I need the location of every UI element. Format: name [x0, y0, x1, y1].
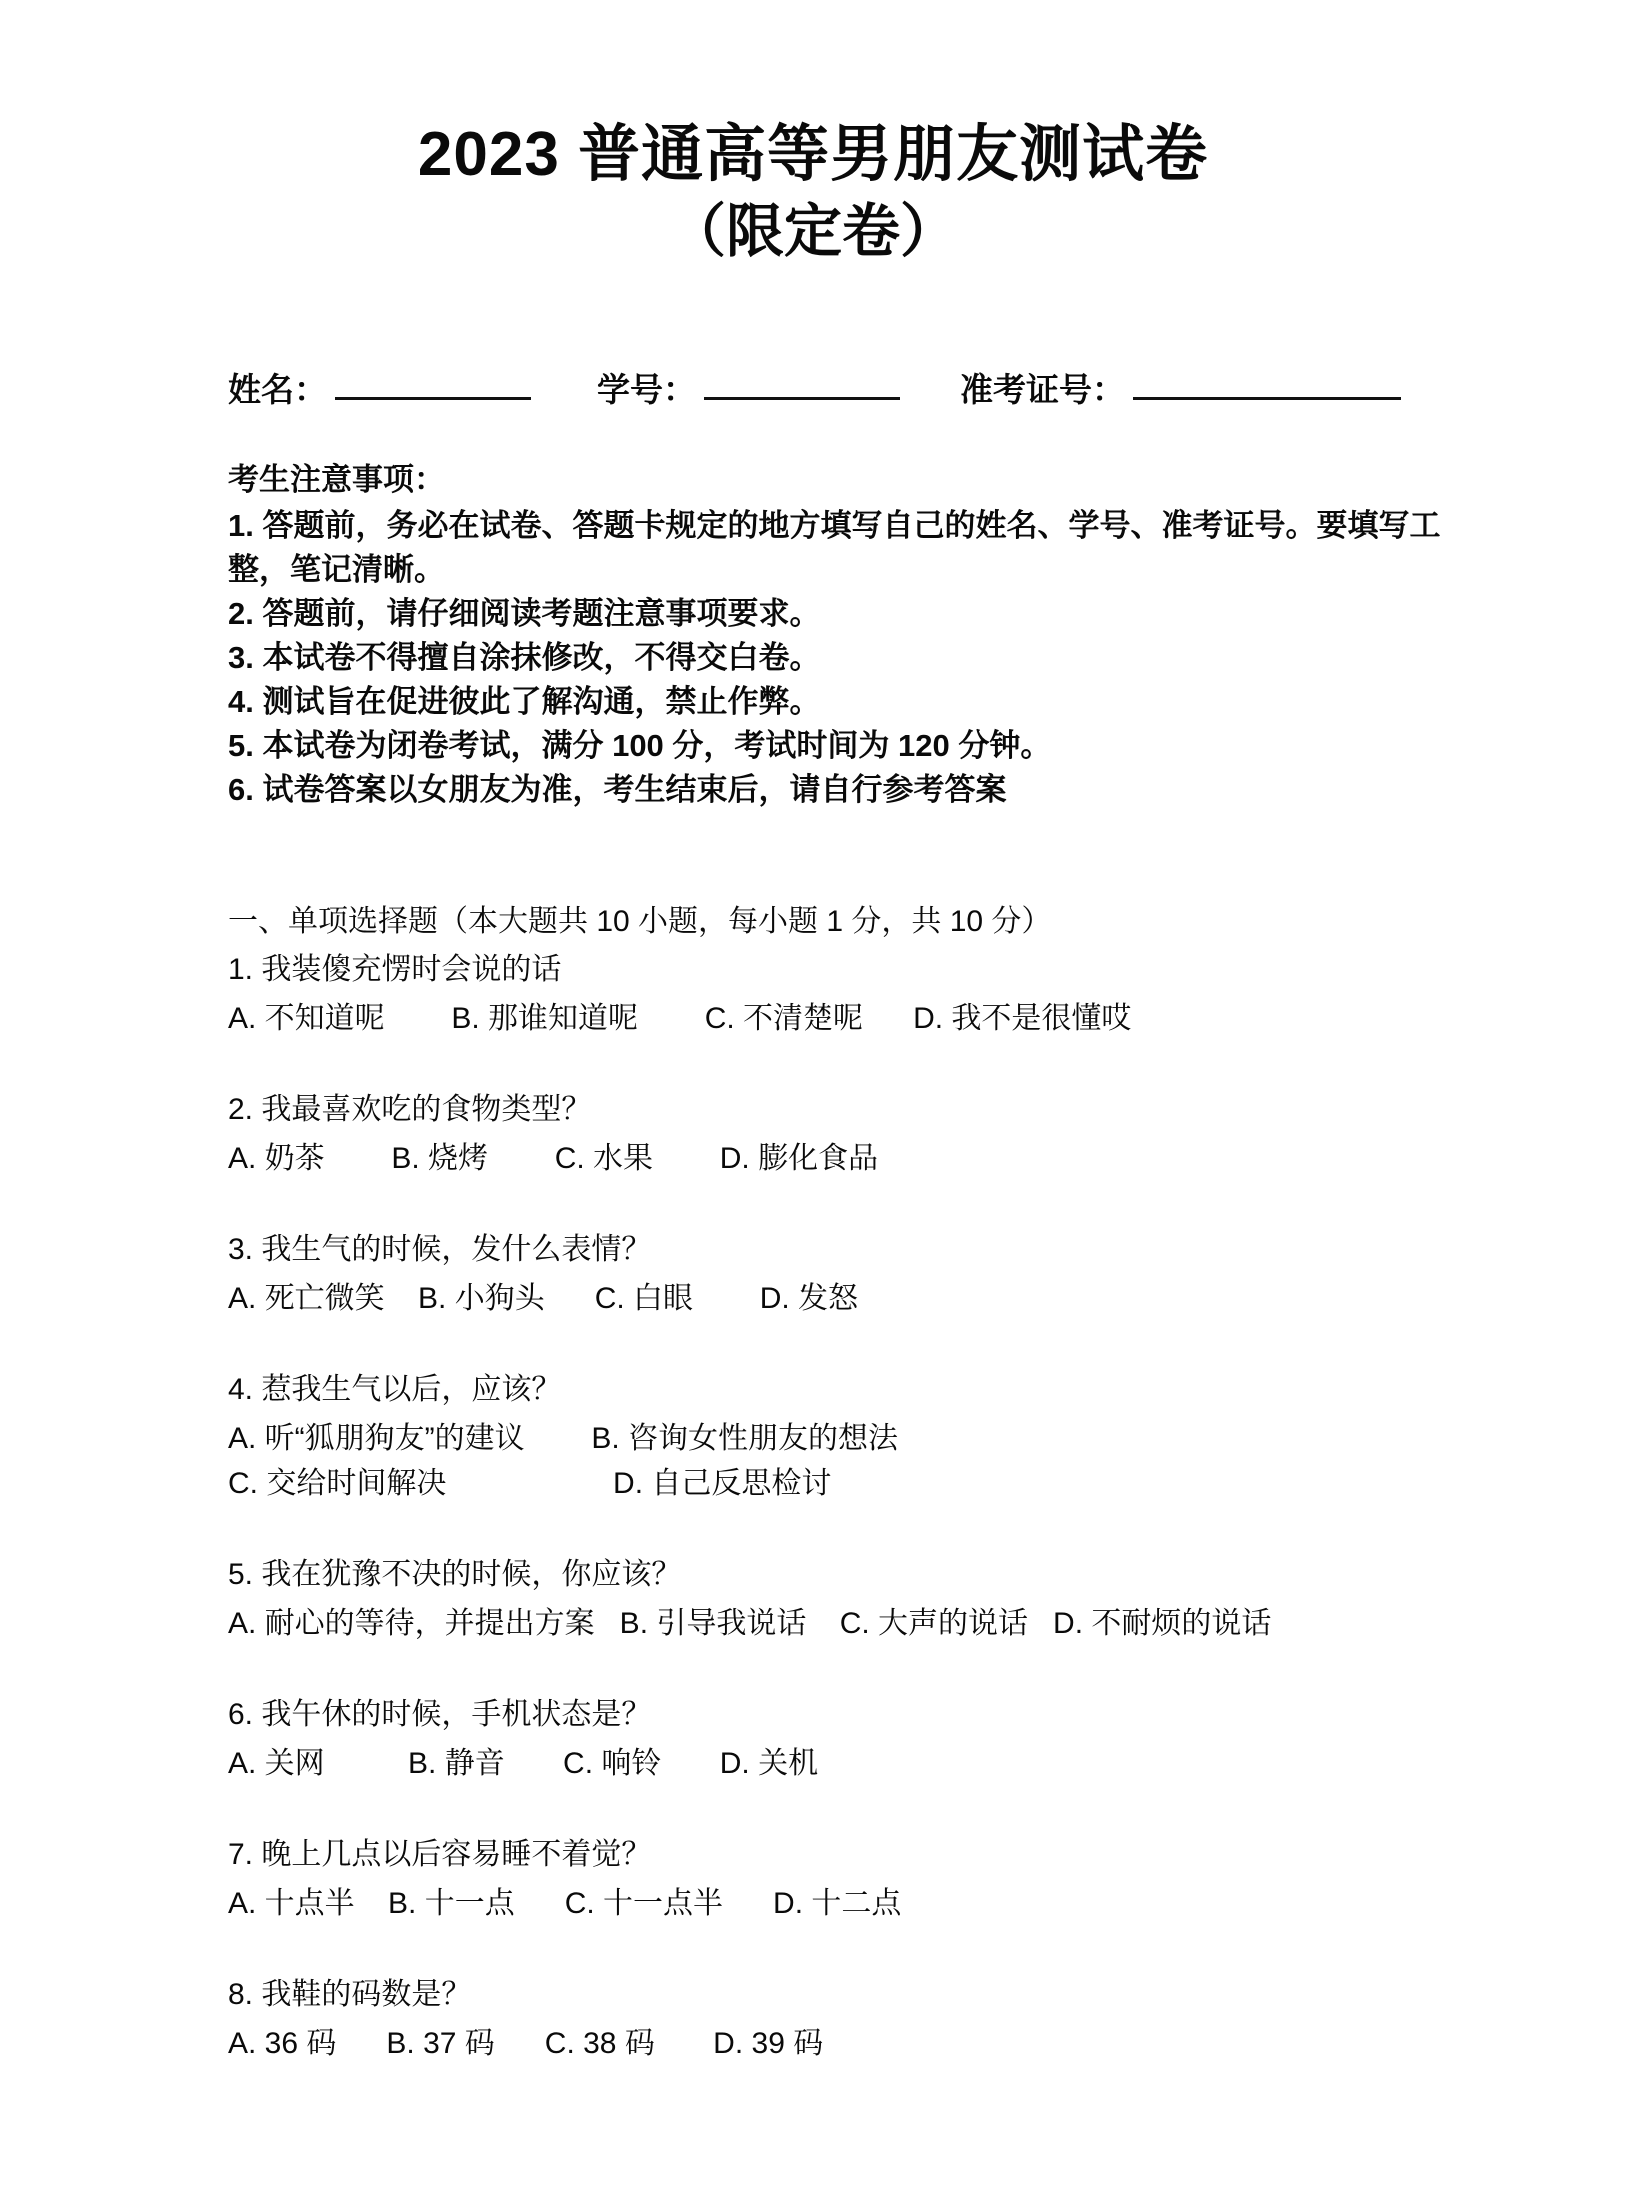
multiple-choice-section [0, 900, 1626, 2067]
ticket-number-input-rule[interactable] [1133, 397, 1401, 400]
name-input-rule[interactable] [335, 397, 531, 400]
question-stem: 8. 我鞋的码数是？ [228, 1978, 472, 2012]
question-stem: 5. 我在犹豫不决的时候，你应该？ [228, 1558, 682, 1592]
question-8 [228, 1972, 1516, 2066]
ticket-number-label: 准考证号： [960, 370, 1125, 408]
question-6 [228, 1692, 1516, 1786]
question-stem: 3. 我生气的时候，发什么表情？ [228, 1233, 652, 1267]
name-label: 姓名： [228, 370, 327, 408]
question-options[interactable]: A. 关网 B. 静音 C. 响铃 D. 关机 [228, 1747, 819, 1781]
question-1 [228, 947, 1516, 1041]
question-2 [228, 1087, 1516, 1181]
question-options-row-2[interactable]: C. 交给时间解决 D. 自己反思检讨 [228, 1467, 832, 1501]
question-7 [228, 1832, 1516, 1926]
ticket-number-field[interactable] [960, 370, 1401, 408]
title-block [0, 0, 1626, 267]
notice-item-5: 5. 本试卷为闭卷考试，满分 100 分，考试时间为 120 分钟。 [228, 727, 1052, 763]
notice-item-1: 1. 答题前，务必在试卷、答题卡规定的地方填写自己的姓名、学号、准考证号。要填写工整，笔记清晰。 [228, 507, 1441, 587]
identity-row [0, 370, 1626, 408]
question-options[interactable]: A. 耐心的等待，并提出方案 B. 引导我说话 C. 大声的说话 D. 不耐烦的说话 [228, 1607, 1272, 1641]
notice-block [0, 458, 1626, 812]
page-title: 2023 普通高等男朋友测试卷 [417, 120, 1209, 189]
student-id-label: 学号： [597, 370, 696, 408]
question-stem: 7. 晚上几点以后容易睡不着觉？ [228, 1838, 652, 1872]
question-stem: 4. 惹我生气以后，应该？ [228, 1373, 562, 1407]
page-subtitle: （限定卷） [667, 199, 958, 265]
question-options-row-1[interactable]: A. 听“狐朋狗友”的建议 B. 咨询女性朋友的想法 [228, 1422, 899, 1456]
question-stem: 2. 我最喜欢吃的食物类型？ [228, 1093, 592, 1127]
name-field[interactable] [228, 370, 531, 408]
notice-item-4: 4. 测试旨在促进彼此了解沟通，禁止作弊。 [228, 683, 821, 719]
question-options[interactable]: A. 不知道呢 B. 那谁知道呢 C. 不清楚呢 D. 我不是很懂哎 [228, 1002, 1132, 1036]
student-id-input-rule[interactable] [704, 397, 900, 400]
notice-item-6: 6. 试卷答案以女朋友为准，考生结束后，请自行参考答案 [228, 771, 1007, 807]
question-options[interactable]: A. 奶茶 B. 烧烤 C. 水果 D. 膨化食品 [228, 1142, 879, 1176]
question-5 [228, 1552, 1516, 1646]
question-options[interactable]: A. 36 码 B. 37 码 C. 38 码 D. 39 码 [228, 2027, 824, 2061]
question-options[interactable]: A. 死亡微笑 B. 小狗头 C. 白眼 D. 发怒 [228, 1282, 859, 1316]
question-3 [228, 1227, 1516, 1321]
question-stem: 6. 我午休的时候，手机状态是？ [228, 1698, 652, 1732]
question-options[interactable]: A. 十点半 B. 十一点 C. 十一点半 D. 十二点 [228, 1887, 902, 1921]
notice-heading: 考生注意事项： [228, 461, 445, 497]
notice-item-3: 3. 本试卷不得擅自涂抹修改，不得交白卷。 [228, 639, 821, 675]
question-4 [228, 1367, 1516, 1506]
section-heading: 一、单项选择题（本大题共 10 小题，每小题 1 分，共 10 分） [228, 904, 1052, 938]
notice-item-2: 2. 答题前，请仔细阅读考题注意事项要求。 [228, 595, 821, 631]
student-id-field[interactable] [597, 370, 900, 408]
question-stem: 1. 我装傻充愣时会说的话 [228, 953, 562, 987]
